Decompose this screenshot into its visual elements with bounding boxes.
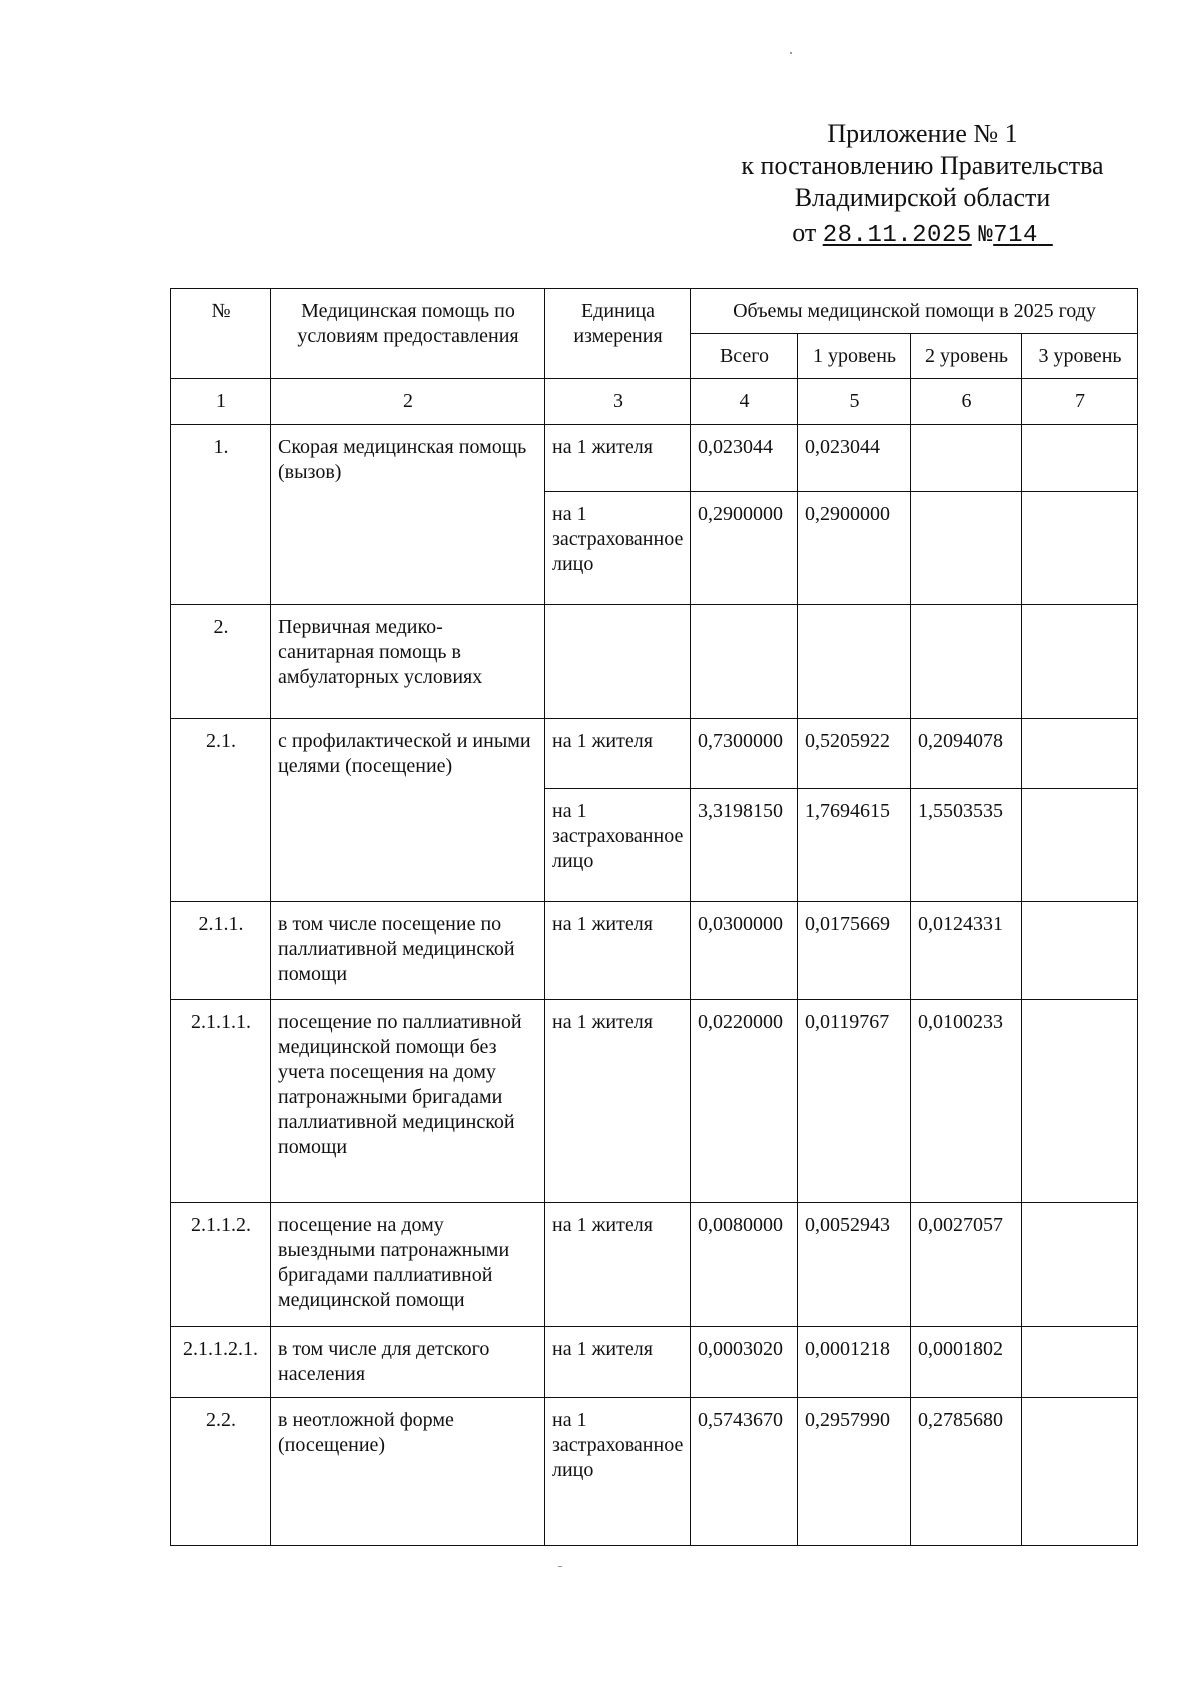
resolution-reference: к постановлению Правительства — [741, 151, 1104, 180]
row-level-2: 0,0001802 — [911, 1327, 1022, 1398]
row-number: 2.1.1.1. — [171, 1000, 271, 1203]
medical-care-volumes-table — [170, 288, 1138, 1546]
scan-speck — [558, 1566, 562, 1567]
row-level-3 — [1022, 1203, 1138, 1327]
header-row — [171, 289, 1138, 334]
row-level-3 — [1022, 789, 1138, 902]
col-number: 7 — [1022, 379, 1138, 425]
row-number: 2.1.1.2.1. — [171, 1327, 271, 1398]
row-level-1 — [798, 605, 911, 719]
row-unit — [545, 605, 691, 719]
document-header — [700, 118, 1145, 252]
scan-speck — [790, 52, 792, 54]
row-number: 2.1.1.2. — [171, 1203, 271, 1327]
table-row — [171, 1327, 1138, 1398]
row-level-1: 0,0119767 — [798, 1000, 911, 1203]
row-unit: на 1 застрахованное лицо — [545, 492, 691, 605]
row-level-3 — [1022, 719, 1138, 789]
header-level-2: 2 уровень — [911, 334, 1022, 379]
row-total: 3,3198150 — [691, 789, 798, 902]
header-unit: Единица измерения — [545, 289, 691, 379]
row-unit: на 1 жителя — [545, 1203, 691, 1327]
resolution-date: 28.11.2025 — [822, 222, 972, 249]
row-level-1: 0,5205922 — [798, 719, 911, 789]
row-care-type: Первичная медико-санитарная помощь в амбулаторных условиях — [271, 605, 545, 719]
row-number: 2. — [171, 605, 271, 719]
row-level-3 — [1022, 492, 1138, 605]
col-number: 3 — [545, 379, 691, 425]
row-level-3 — [1022, 1000, 1138, 1203]
row-level-1: 0,0001218 — [798, 1327, 911, 1398]
row-care-type: в том числе для детского населения — [271, 1327, 545, 1398]
row-unit: на 1 жителя — [545, 425, 691, 492]
row-unit: на 1 застрахованное лицо — [545, 1398, 691, 1546]
col-number: 6 — [911, 379, 1022, 425]
header-care-type: Медицинская помощь по условиям предоставления — [271, 289, 545, 379]
row-level-1: 0,2957990 — [798, 1398, 911, 1546]
date-number-line — [700, 217, 1145, 252]
header-volumes: Объемы медицинской помощи в 2025 году — [691, 289, 1138, 334]
row-care-type: с профилактической и иными целями (посещение) — [271, 719, 545, 902]
row-care-type: Скорая медицинская помощь (вызов) — [271, 425, 545, 605]
row-care-type: посещение по паллиативной медицинской помощи без учета посещения на дому патронажными бригадами паллиативной медицинской помощи — [271, 1000, 545, 1203]
row-unit: на 1 жителя — [545, 719, 691, 789]
col-number: 1 — [171, 379, 271, 425]
appendix-title: Приложение № 1 — [827, 119, 1018, 148]
date-prefix: от — [792, 218, 817, 247]
row-level-2 — [911, 492, 1022, 605]
row-level-2: 0,2785680 — [911, 1398, 1022, 1546]
row-unit: на 1 жителя — [545, 902, 691, 1000]
row-level-1: 1,7694615 — [798, 789, 911, 902]
row-level-1: 0,0175669 — [798, 902, 911, 1000]
row-unit: на 1 жителя — [545, 1000, 691, 1203]
row-level-2 — [911, 425, 1022, 492]
header-level-1: 1 уровень — [798, 334, 911, 379]
table-row — [171, 425, 1138, 492]
row-number: 2.2. — [171, 1398, 271, 1546]
table-row — [171, 1203, 1138, 1327]
column-numbers-row — [171, 379, 1138, 425]
row-total: 0,7300000 — [691, 719, 798, 789]
row-level-1: 0,0052943 — [798, 1203, 911, 1327]
col-number: 5 — [798, 379, 911, 425]
row-care-type: в том числе посещение по паллиативной медицинской помощи — [271, 902, 545, 1000]
row-total — [691, 605, 798, 719]
row-total: 0,0220000 — [691, 1000, 798, 1203]
row-level-1: 0,023044 — [798, 425, 911, 492]
row-care-type: в неотложной форме (посещение) — [271, 1398, 545, 1546]
row-level-2 — [911, 605, 1022, 719]
table-row — [171, 605, 1138, 719]
row-total: 0,2900000 — [691, 492, 798, 605]
row-care-type: посещение на дому выездными патронажными бригадами паллиативной медицинской помощи — [271, 1203, 545, 1327]
row-total: 0,0300000 — [691, 902, 798, 1000]
row-level-2: 1,5503535 — [911, 789, 1022, 902]
row-level-3 — [1022, 1398, 1138, 1546]
row-total: 0,023044 — [691, 425, 798, 492]
row-level-3 — [1022, 902, 1138, 1000]
row-unit: на 1 жителя — [545, 1327, 691, 1398]
row-number: 2.1.1. — [171, 902, 271, 1000]
col-number: 4 — [691, 379, 798, 425]
row-total: 0,0080000 — [691, 1203, 798, 1327]
row-level-2: 0,0124331 — [911, 902, 1022, 1000]
row-unit: на 1 застрахованное лицо — [545, 789, 691, 902]
row-number: 2.1. — [171, 719, 271, 902]
table-row — [171, 902, 1138, 1000]
row-level-2: 0,0100233 — [911, 1000, 1022, 1203]
row-level-3 — [1022, 1327, 1138, 1398]
resolution-number: 714 — [993, 222, 1038, 249]
row-level-2: 0,2094078 — [911, 719, 1022, 789]
table-row — [171, 1000, 1138, 1203]
header-level-3: 3 уровень — [1022, 334, 1138, 379]
row-total: 0,0003020 — [691, 1327, 798, 1398]
header-total: Всего — [691, 334, 798, 379]
row-total: 0,5743670 — [691, 1398, 798, 1546]
row-level-2: 0,0027057 — [911, 1203, 1022, 1327]
table-row — [171, 719, 1138, 789]
row-level-3 — [1022, 425, 1138, 492]
header-num: № — [171, 289, 271, 379]
row-number: 1. — [171, 425, 271, 605]
row-level-3 — [1022, 605, 1138, 719]
col-number: 2 — [271, 379, 545, 425]
region-name: Владимирской области — [794, 183, 1051, 212]
table-row — [171, 1398, 1138, 1546]
number-prefix: № — [978, 222, 994, 249]
row-level-1: 0,2900000 — [798, 492, 911, 605]
